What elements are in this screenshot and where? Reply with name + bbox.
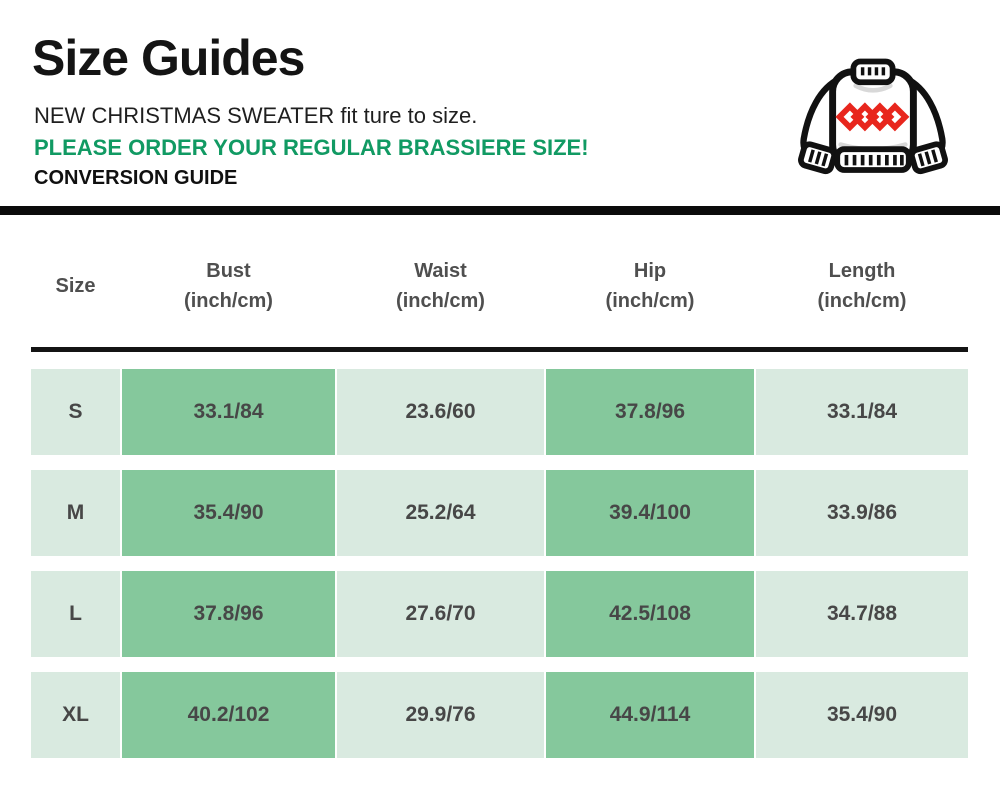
section-divider-bar <box>0 206 1000 215</box>
cell-length: 33.9/86 <box>756 470 968 556</box>
column-header-waist: Waist (inch/cm) <box>396 260 485 312</box>
column-header-bust: Bust (inch/cm) <box>184 260 273 312</box>
cell-length: 34.7/88 <box>756 571 968 657</box>
table-row-s <box>31 369 968 455</box>
cell-bust: 35.4/90 <box>122 470 335 556</box>
sweater-hem <box>837 149 909 170</box>
cell-bust: 40.2/102 <box>122 672 335 758</box>
column-header-size: Size <box>55 275 96 297</box>
table-row-m <box>31 470 968 556</box>
cell-waist: 27.6/70 <box>337 571 544 657</box>
size-table-body <box>31 369 968 758</box>
page-title: Size Guides <box>32 30 305 86</box>
size-table-header-row <box>31 248 968 324</box>
column-header-hip: Hip (inch/cm) <box>605 260 695 312</box>
table-row-xl <box>31 672 968 758</box>
cell-waist: 29.9/76 <box>337 672 544 758</box>
cell-hip: 39.4/100 <box>546 470 754 556</box>
column-header-length: Length (inch/cm) <box>817 260 907 312</box>
order-size-warning-text: PLEASE ORDER YOUR REGULAR BRASSIERE SIZE! <box>34 135 589 160</box>
cell-length: 33.1/84 <box>756 369 968 455</box>
cell-bust: 33.1/84 <box>122 369 335 455</box>
cell-bust: 37.8/96 <box>122 571 335 657</box>
cell-waist: 23.6/60 <box>337 369 544 455</box>
cell-hip: 37.8/96 <box>546 369 754 455</box>
christmas-sweater-icon <box>798 58 948 178</box>
table-header-underline <box>31 347 968 352</box>
cell-waist: 25.2/64 <box>337 470 544 556</box>
sweater-collar <box>853 62 892 83</box>
fit-note-text: NEW CHRISTMAS SWEATER fit ture to size. <box>34 103 478 128</box>
cell-size: M <box>31 470 120 556</box>
table-row-l <box>31 571 968 657</box>
cell-length: 35.4/90 <box>756 672 968 758</box>
cell-hip: 44.9/114 <box>546 672 754 758</box>
cell-size: XL <box>31 672 120 758</box>
cell-size: L <box>31 571 120 657</box>
cell-size: S <box>31 369 120 455</box>
cell-hip: 42.5/108 <box>546 571 754 657</box>
conversion-guide-label: CONVERSION GUIDE <box>34 167 238 189</box>
